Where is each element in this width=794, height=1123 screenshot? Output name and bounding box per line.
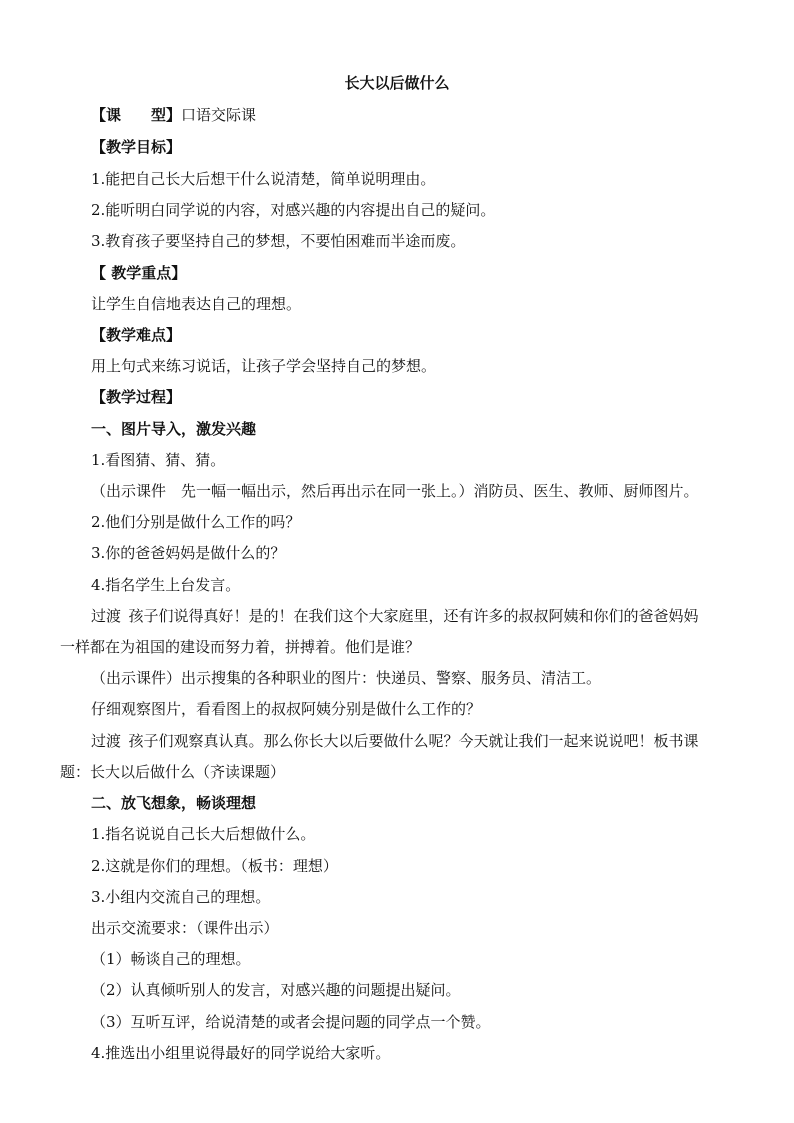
section1-item: 3.你的爸爸妈妈是做什么的？	[91, 544, 286, 562]
difficulty-text: 用上句式来练习说话，让孩子学会坚持自己的梦想。	[91, 357, 437, 375]
section2-item: 3.小组内交流自己的理想。	[91, 888, 271, 906]
section2-item: 2.这就是你们的理想。（板书：理想）	[91, 857, 338, 875]
show-jobs-text: （出示课件）出示搜集的各种职业的图片：快递员、警察、服务员、清洁工。	[91, 669, 602, 687]
difficulty-heading: 【教学难点】	[91, 326, 182, 344]
process-heading: 【教学过程】	[91, 388, 182, 406]
observe-text: 仔细观察图片，看看图上的叔叔阿姨分别是做什么工作的？	[91, 700, 482, 718]
transition-paragraph-line: 过渡 孩子们说得真好！是的！在我们这个大家庭里，还有许多的叔叔阿姨和你们的爸爸妈妈	[91, 607, 699, 625]
lesson-type-label: 【课 型】	[91, 106, 182, 124]
key-points-heading: 【 教学重点】	[91, 264, 187, 282]
key-points-text: 让学生自信地表达自己的理想。	[91, 295, 302, 313]
lesson-type-row	[91, 105, 256, 125]
requirement-item: （2）认真倾听别人的发言，对感兴趣的问题提出疑问。	[91, 981, 461, 999]
section1-item: 2.他们分别是做什么工作的吗？	[91, 513, 301, 531]
section2-heading: 二、放飞想象，畅谈理想	[91, 794, 257, 812]
document-title: 长大以后做什么	[344, 74, 450, 92]
section1-item: （出示课件 先一幅一幅出示，然后再出示在同一张上。）消防员、医生、教师、厨师图片。	[91, 482, 699, 500]
requirement-item: （1）畅谈自己的理想。	[91, 950, 251, 968]
lesson-type-value: 口语交际课	[181, 106, 257, 124]
section2-item: 1.指名说说自己长大后想做什么。	[91, 825, 316, 843]
transition-paragraph-line: 一样都在为祖国的建设而努力着，拼搏着。他们是谁？	[60, 638, 421, 656]
section1-item: 4.指名学生上台发言。	[91, 576, 241, 594]
transition-paragraph-line: 过渡 孩子们观察真认真。那么你长大以后要做什么呢？今天就让我们一起来说说吧！板书课	[91, 732, 699, 750]
transition-paragraph-line: 题：长大以后做什么（齐读课题）	[60, 763, 286, 781]
section1-item: 1.看图猜、猜、猜。	[91, 451, 226, 469]
section1-heading: 一、图片导入，激发兴趣	[91, 420, 257, 438]
requirement-item: （3）互听互评，给说清楚的或者会提问题的同学点一个赞。	[91, 1013, 491, 1031]
goal-item: 3.教育孩子要坚持自己的梦想，不要怕困难而半途而废。	[91, 232, 466, 250]
goals-heading: 【教学目标】	[91, 138, 182, 156]
requirements-intro: 出示交流要求：（课件出示）	[91, 919, 279, 937]
goal-item: 2.能听明白同学说的内容，对感兴趣的内容提出自己的疑问。	[91, 201, 496, 219]
section2-item: 4.推选出小组里说得最好的同学说给大家听。	[91, 1044, 391, 1062]
goal-item: 1.能把自己长大后想干什么说清楚，简单说明理由。	[91, 170, 436, 188]
